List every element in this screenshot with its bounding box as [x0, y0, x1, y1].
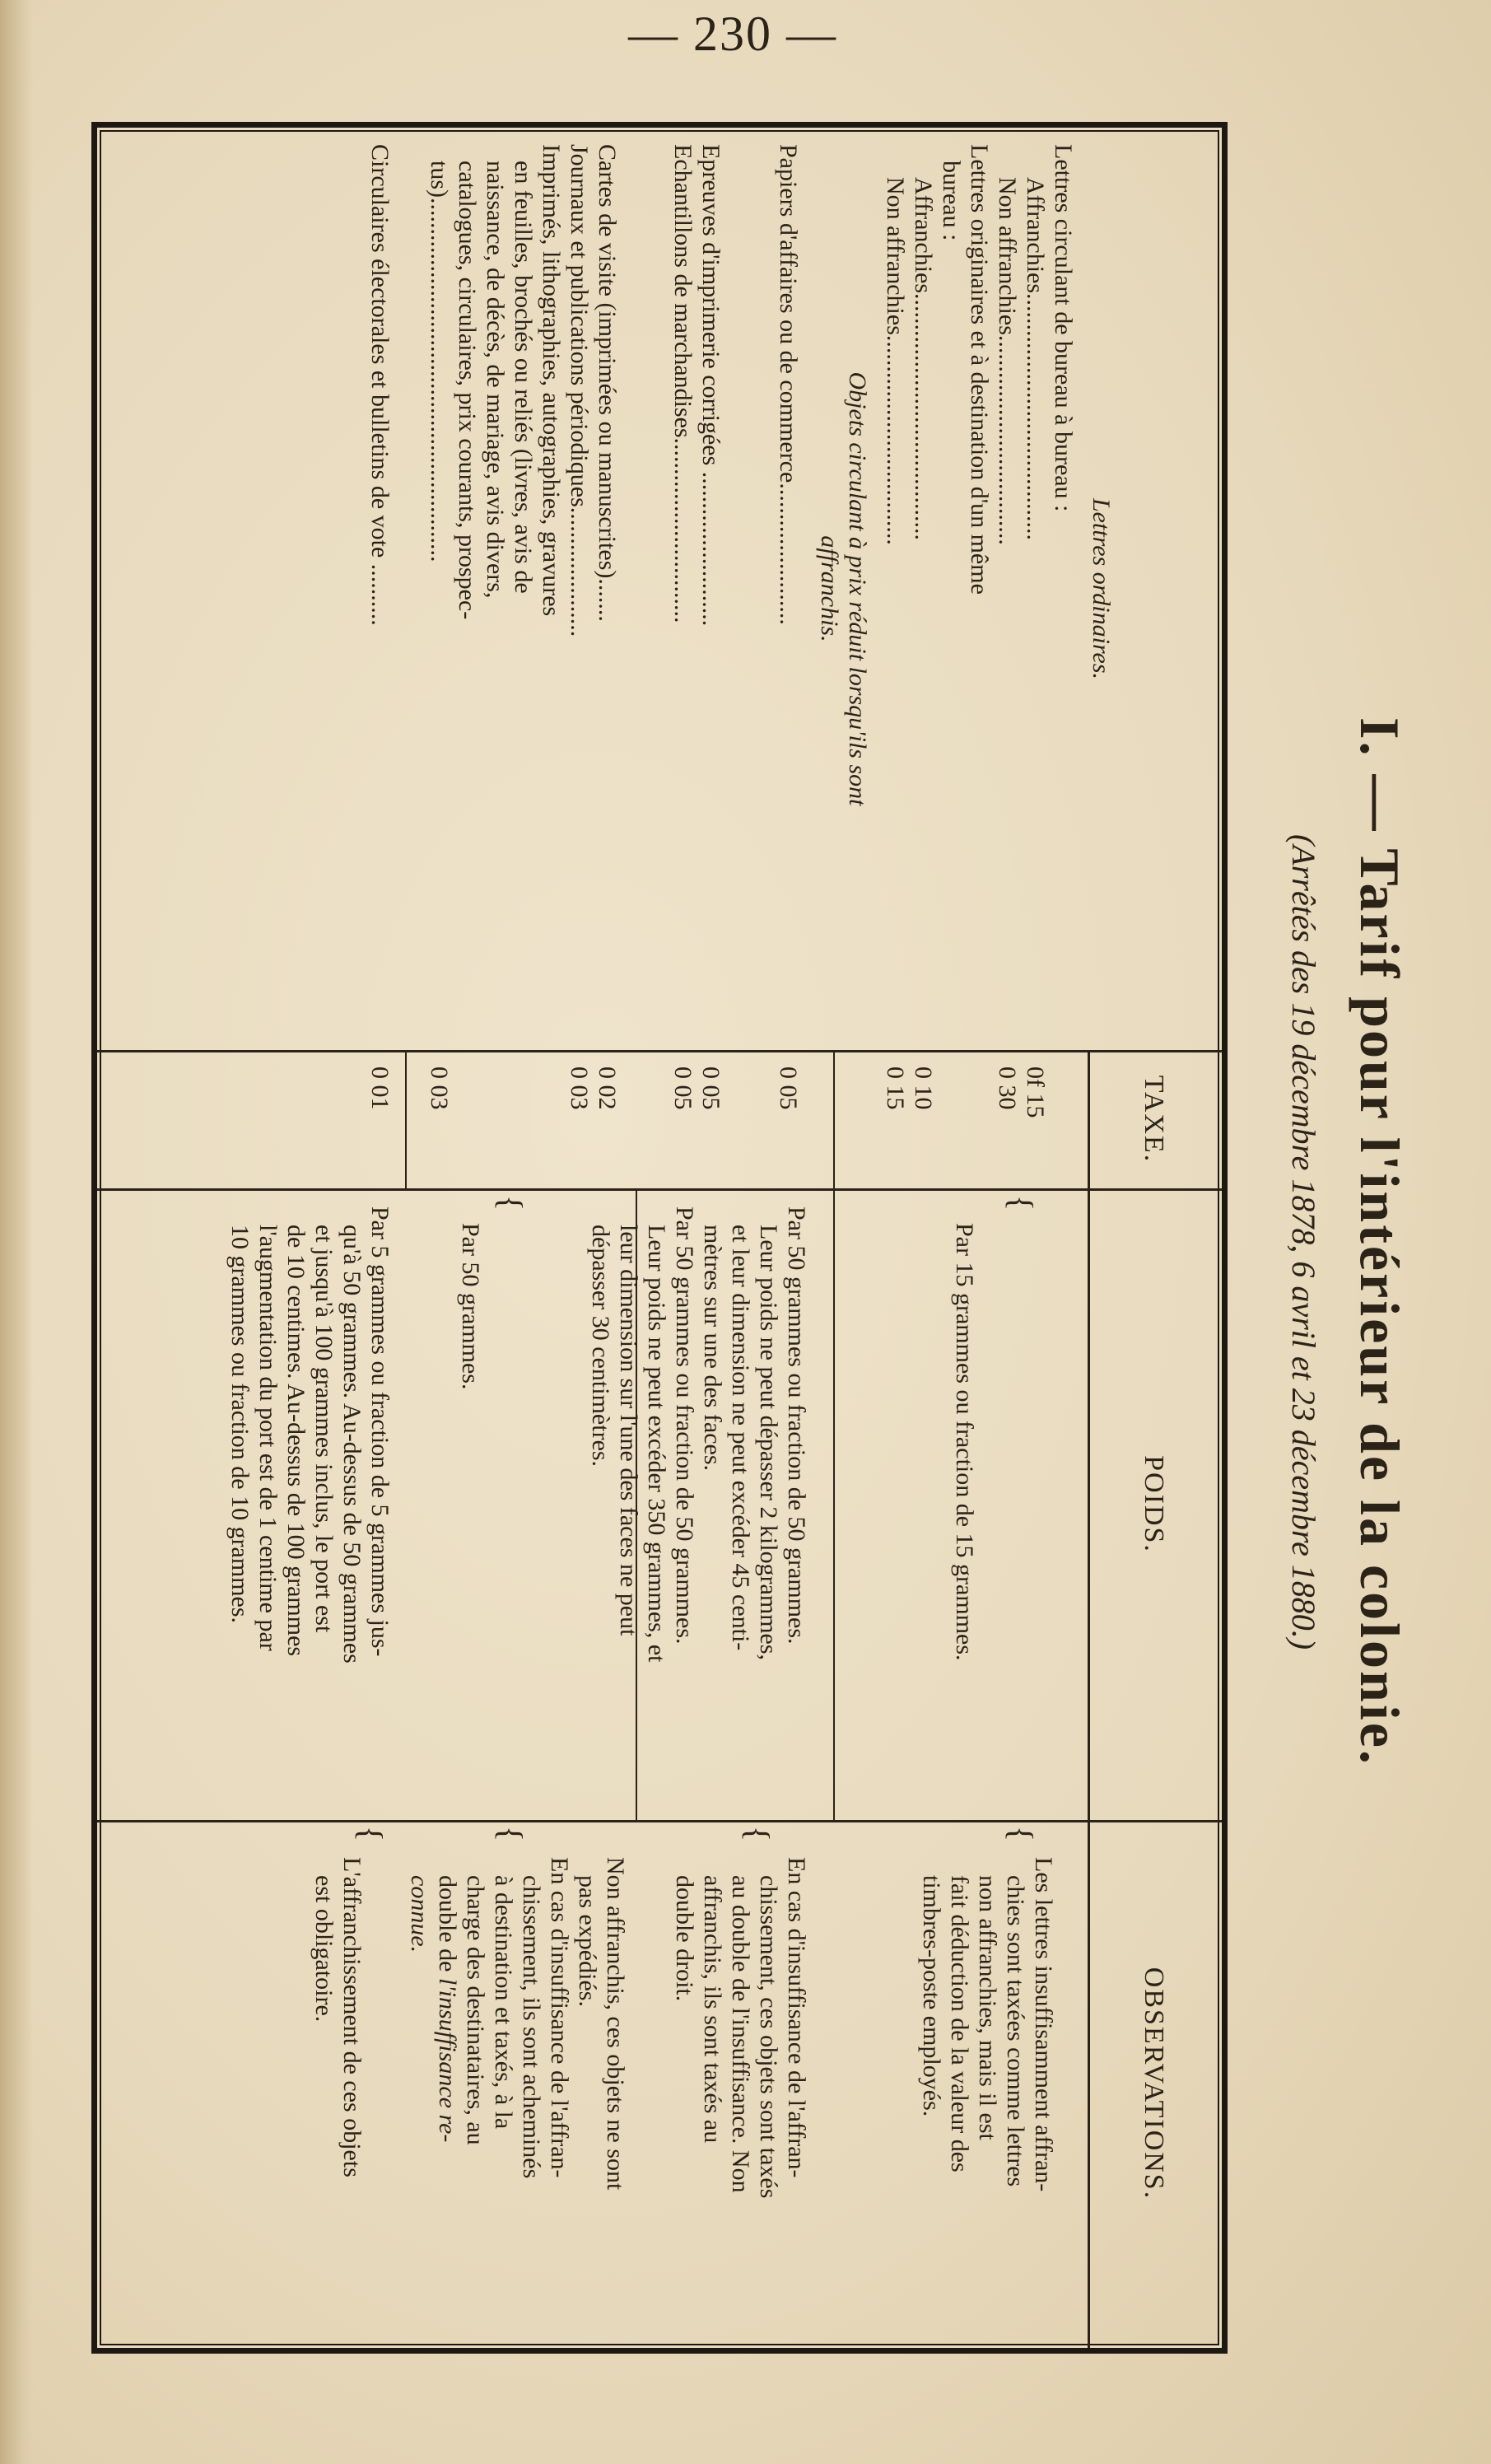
- obs-lettres-line4: fait déduction de la valeur des: [946, 1875, 973, 2172]
- column-divider-observations: [97, 1820, 1222, 1822]
- item-non-affranchies-2: Non affranchies..................................: [882, 177, 909, 545]
- taxe-cartes: 0 02: [594, 1066, 621, 1110]
- table-row: [881, 144, 1077, 1042]
- taxe-papiers: 0 05: [775, 1066, 802, 1110]
- table-row: [670, 1857, 810, 2335]
- taxe-l1a: 0f 15: [1022, 1066, 1049, 1118]
- table-row: [425, 144, 621, 1042]
- item-imprimes-line1: Imprimés, lithographies, autographies, gravures: [538, 144, 565, 617]
- item-imprimes-line4: catalogues, circulaires, prix courants, prospec-: [454, 161, 481, 620]
- table-row: [405, 1857, 629, 2335]
- poids-circulaires-line2: qu'à 50 grammes. Au-dessus de 50 grammes: [338, 1225, 366, 1664]
- obs-imprimes-line8: connue.: [406, 1875, 433, 1953]
- table-row: [310, 1857, 366, 2335]
- taxe-imprimes: 0 03: [426, 1066, 453, 1110]
- poids-circulaires-line6: 10 grammes ou fraction de 10 grammes.: [226, 1225, 254, 1624]
- obs-objets-line4: affranchis, ils sont taxés au: [699, 1875, 726, 2144]
- header-poids: POIDS.: [1139, 1455, 1169, 1553]
- poids-echantillons-line2: Leur poids ne peut excéder 350 grammes, et: [643, 1225, 670, 1663]
- obs-objets-line5: double droit.: [671, 1875, 698, 2002]
- obs-objets-line1: En cas d'insuffisance de l'affran-: [783, 1857, 810, 2178]
- taxe-echantillons: 0 05: [669, 1066, 697, 1110]
- section-objets-line2: affranchis.: [816, 535, 843, 642]
- obs-imprimes-line3: En cas d'insuffisance de l'affran-: [546, 1857, 573, 2178]
- poids-circulaires-line5: l'augmentation du port est de 1 centime par: [254, 1225, 282, 1651]
- item-cartes: Cartes de visite (imprimées ou manuscrites).......: [594, 144, 621, 622]
- item-lettres-meme-bureau: Lettres originaires et à destination d'un même: [966, 144, 993, 595]
- poids-circulaires-line4: de 10 centimes. Au-dessus de 100 grammes: [282, 1225, 310, 1657]
- page-number: — 230 —: [628, 7, 837, 61]
- poids-lettres: Par 15 grammes ou fraction de 15 grammes.: [951, 1223, 978, 1661]
- brace-obs-objets: {: [739, 1826, 776, 1842]
- tariff-table: [91, 122, 1228, 2354]
- brace-obs-circulaires: {: [352, 1826, 389, 1842]
- item-epreuves: Epreuves d'imprimerie corrigées .........................: [697, 144, 725, 627]
- poids-imprimes: Par 50 grammes.: [457, 1223, 484, 1390]
- item-affranchies-1: Affranchies........................................: [1022, 177, 1049, 541]
- obs-objets-line3: au double de l'insuffisance. Non: [727, 1875, 754, 2193]
- obs-circulaires-line1: L'affranchissement de ces objets: [338, 1857, 366, 2177]
- item-lettres-meme-bureau-cont: bureau :: [938, 161, 965, 241]
- brace-obs-lettres: {: [1003, 1826, 1040, 1842]
- brace-lettres: {: [1003, 1195, 1040, 1211]
- taxe-circulaires: 0 01: [366, 1066, 394, 1110]
- header-observations: OBSERVATIONS.: [1139, 1967, 1169, 2200]
- obs-imprimes-line7a: double de: [434, 1875, 461, 1978]
- header-taxe: TAXE.: [1139, 1075, 1169, 1164]
- taxe-l2a: 0 10: [910, 1066, 937, 1110]
- obs-imprimes-line5: à destination et taxés, à la: [490, 1875, 517, 2130]
- item-affranchies-2: Affranchies........................................: [910, 177, 937, 541]
- item-circulaires: Circulaires électorales et bulletins de vote ..........: [366, 144, 394, 626]
- item-imprimes-line5: tus)...........................................................: [426, 161, 453, 562]
- rotated-page-content: [46, 64, 1446, 2420]
- obs-imprimes-line7: [433, 1857, 461, 2335]
- page-subtitle: (Arrêtés des 19 décembre 1878, 6 avril et 23 décembre 1880.): [1285, 833, 1322, 1650]
- poids-papiers-line3: et leur dimension ne peut excéder 45 centi-: [727, 1225, 754, 1651]
- obs-lettres-line2: chies sont taxées comme lettres: [1002, 1875, 1029, 2187]
- section-lettres: Lettres ordinaires.: [1088, 497, 1115, 679]
- obs-lettres-line3: non affranchies, mais il est: [974, 1875, 1001, 2140]
- column-divider-poids: [97, 1188, 1222, 1191]
- item-non-affranchies-1: Non affranchies..................................: [994, 177, 1021, 545]
- obs-imprimes-line6: charge des destinataires, au: [462, 1875, 489, 2145]
- poids-echantillons-line4: dépasser 30 centimètres.: [587, 1225, 614, 1468]
- section-objets: [815, 144, 871, 1034]
- obs-imprimes-line2: pas expédiés.: [574, 1875, 601, 2007]
- obs-circulaires-line2: est obligatoire.: [310, 1875, 338, 2023]
- poids-papiers-line4: mètres sur une des faces.: [699, 1225, 726, 1472]
- table-row: [669, 144, 725, 1042]
- taxe-l1b: 0 30: [994, 1066, 1021, 1110]
- obs-imprimes-line4: chissement, ils sont acheminés: [518, 1875, 545, 2179]
- item-imprimes-line2: en feuilles, brochés ou reliés (livres, avis de: [510, 161, 537, 594]
- taxe-l2b: 0 15: [882, 1066, 909, 1110]
- obs-imprimes-line7b: l'insuffisance re-: [434, 1977, 461, 2143]
- poids-echantillons-line3: leur dimension sur l'une des faces ne peut: [615, 1225, 642, 1636]
- item-lettres-bureau: Lettres circulant de bureau à bureau :: [1050, 144, 1077, 512]
- page-binding-edge: [0, 0, 33, 2464]
- table-row: [917, 1857, 1057, 2335]
- item-echantillons: Echantillons de marchandises..............................: [669, 144, 697, 623]
- obs-lettres-line5: timbres-poste employés.: [918, 1875, 945, 2117]
- poids-circulaires-line3: et jusqu'à 100 grammes inclus, le port est: [310, 1225, 338, 1633]
- header-underline: [1088, 1050, 1090, 2348]
- brace-imprimes: {: [492, 1195, 529, 1211]
- obs-lettres-line1: Les lettres insuffisamment affran-: [1030, 1857, 1057, 2192]
- taxe-epreuves: 0 05: [697, 1066, 725, 1110]
- taxe-journaux: 0 03: [566, 1066, 593, 1110]
- item-journaux: Journaux et publications périodiques.....................: [566, 144, 593, 637]
- table-row: [226, 1206, 394, 1816]
- poids-echantillons-line1: Par 50 grammes ou fraction de 50 grammes.: [671, 1206, 698, 1645]
- poids-papiers-line2: Leur poids ne peut dépasser 2 kilogrammes,: [755, 1225, 782, 1661]
- table-row: [586, 1206, 810, 1808]
- item-imprimes-line3: naissance, de décès, de mariage, avis divers,: [482, 161, 509, 599]
- obs-objets-line2: chissement, ces objets sont taxés: [755, 1875, 782, 2199]
- brace-obs-imprimes: {: [492, 1826, 529, 1842]
- poids-circulaires-line1: Par 5 grammes ou fraction de 5 grammes jus-: [366, 1206, 394, 1657]
- row-separator: [405, 1050, 407, 1188]
- item-papiers: Papiers d'affaires ou de commerce.......................: [775, 144, 802, 625]
- row-separator: [833, 1050, 835, 1820]
- page-title: I. — Tarif pour l'intérieur de la colonie.: [1349, 717, 1411, 1766]
- section-objets-line1: Objets circulant à prix réduit lorsqu'ils sont: [844, 371, 871, 806]
- poids-papiers-line1: Par 50 grammes ou fraction de 50 grammes.: [783, 1206, 810, 1645]
- obs-imprimes-line1: Non affranchis, ces objets ne sont: [602, 1857, 629, 2191]
- column-divider-taxe: [97, 1050, 1222, 1052]
